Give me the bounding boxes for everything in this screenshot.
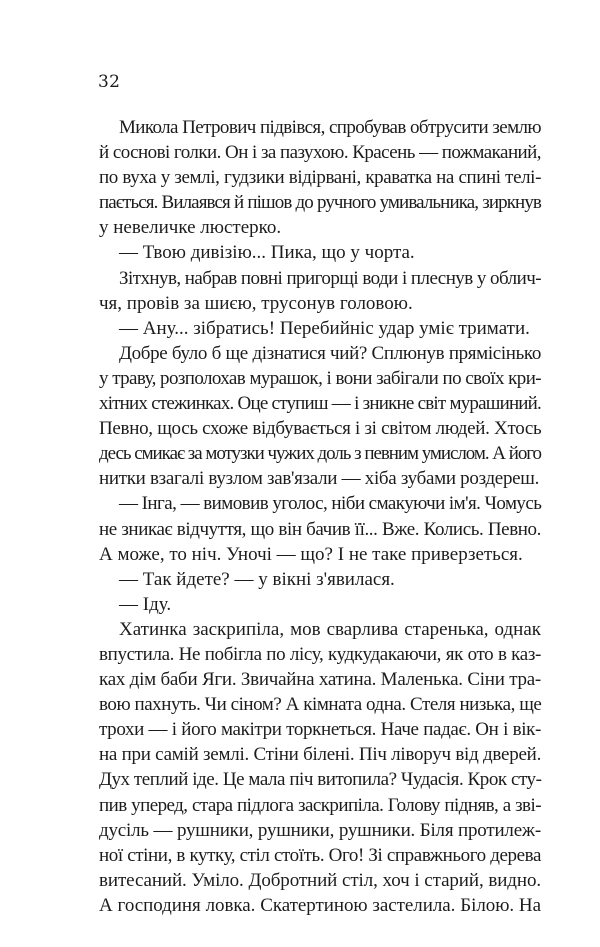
text-line: не зникає відчуття, що він бачив її... Вже. Колись. Певно. [99,518,541,540]
text-line: впустила. Не побігла по лісу, кудкудакаючи, як ото в каз- [99,643,541,665]
text-line: — Іду. [119,593,172,615]
text-line: — Ану... зібратись! Перебийніс удар уміє тримати. [119,317,530,339]
text-line: Певно, щось схоже відбувається і зі світом людей. Хтось [99,418,542,440]
text-line: ної стіни, в кутку, стіл стоїть. Ого! Зі справжнього дерева [99,844,541,866]
text-line: Хатинка заскрипіла, мов сварлива старенька, однак [119,618,541,640]
text-line: чя, провів за шиєю, трусонув головою. [99,292,413,314]
text-line: А господиня ловка. Скатертиною застелила. Білою. На [99,894,541,916]
text-line: Зітхнув, набрав повні пригорщі води і плеснув у облич- [119,267,541,289]
text-line: по вуха у землі, гудзики відірвані, краватка на спині телі- [99,167,541,189]
text-line: ках дім баби Яги. Звичайна хатина. Маленька. Сіни тра- [99,669,541,691]
text-line: А може, то ніч. Уночі — що? І не таке приверзеться. [99,543,523,565]
text-line: Дух теплий іде. Це мала піч витопила? Чудасія. Крок сту- [99,769,542,791]
text-line: дусіль — рушники, рушники, рушники. Біля протилеж- [99,819,541,841]
text-line: вою пахнуть. Чи сіном? А кімната одна. Стеля низька, ще [99,694,542,716]
text-line: — Твою дивізію... Пика, що у чорта. [119,242,415,264]
text-line: витесаний. Уміло. Добротний стіл, хоч і старий, видно. [99,869,541,891]
text-line: пив уперед, стара підлога заскрипіла. Голову підняв, а зві- [99,794,541,816]
text-line: на при самій землі. Стіни білені. Піч ліворуч від дверей. [99,744,542,766]
text-line: у невеличке люстерко. [99,217,282,239]
text-line: нитки взагалі вузлом зав'язали — хіба зубами роздереш. [99,468,540,490]
text-line: у траву, розполохав мурашок, і вони забігали по своїх кри- [99,367,541,389]
text-line: й соснові голки. Он і за пазухою. Красень — пожмаканий, [99,142,541,164]
text-line: — Так йдете? — у вікні з'явилася. [119,568,395,590]
body-text [99,115,541,918]
text-line: Микола Петрович підвівся, спробував обтрусити землю [119,117,541,138]
text-line: Добре було б ще дізнатися чий? Сплюнув прямісінько [119,342,541,364]
text-line: — Інга, — вимовив уголос, ніби смакуючи ім'я. Чомусь [119,493,542,515]
page-number: 32 [98,72,121,92]
text-line: десь смикає за мотузки чужих доль з певним умислом. А його [99,443,541,465]
text-line: пається. Вилаявся й пішов до ручного умивальника, зиркнув [99,192,541,214]
text-line: хітних стежинках. Оце ступиш — і зникне світ мурашиний. [99,393,541,415]
text-line: трохи — і його макітри торкнеться. Наче падає. Он і вік- [99,719,541,741]
